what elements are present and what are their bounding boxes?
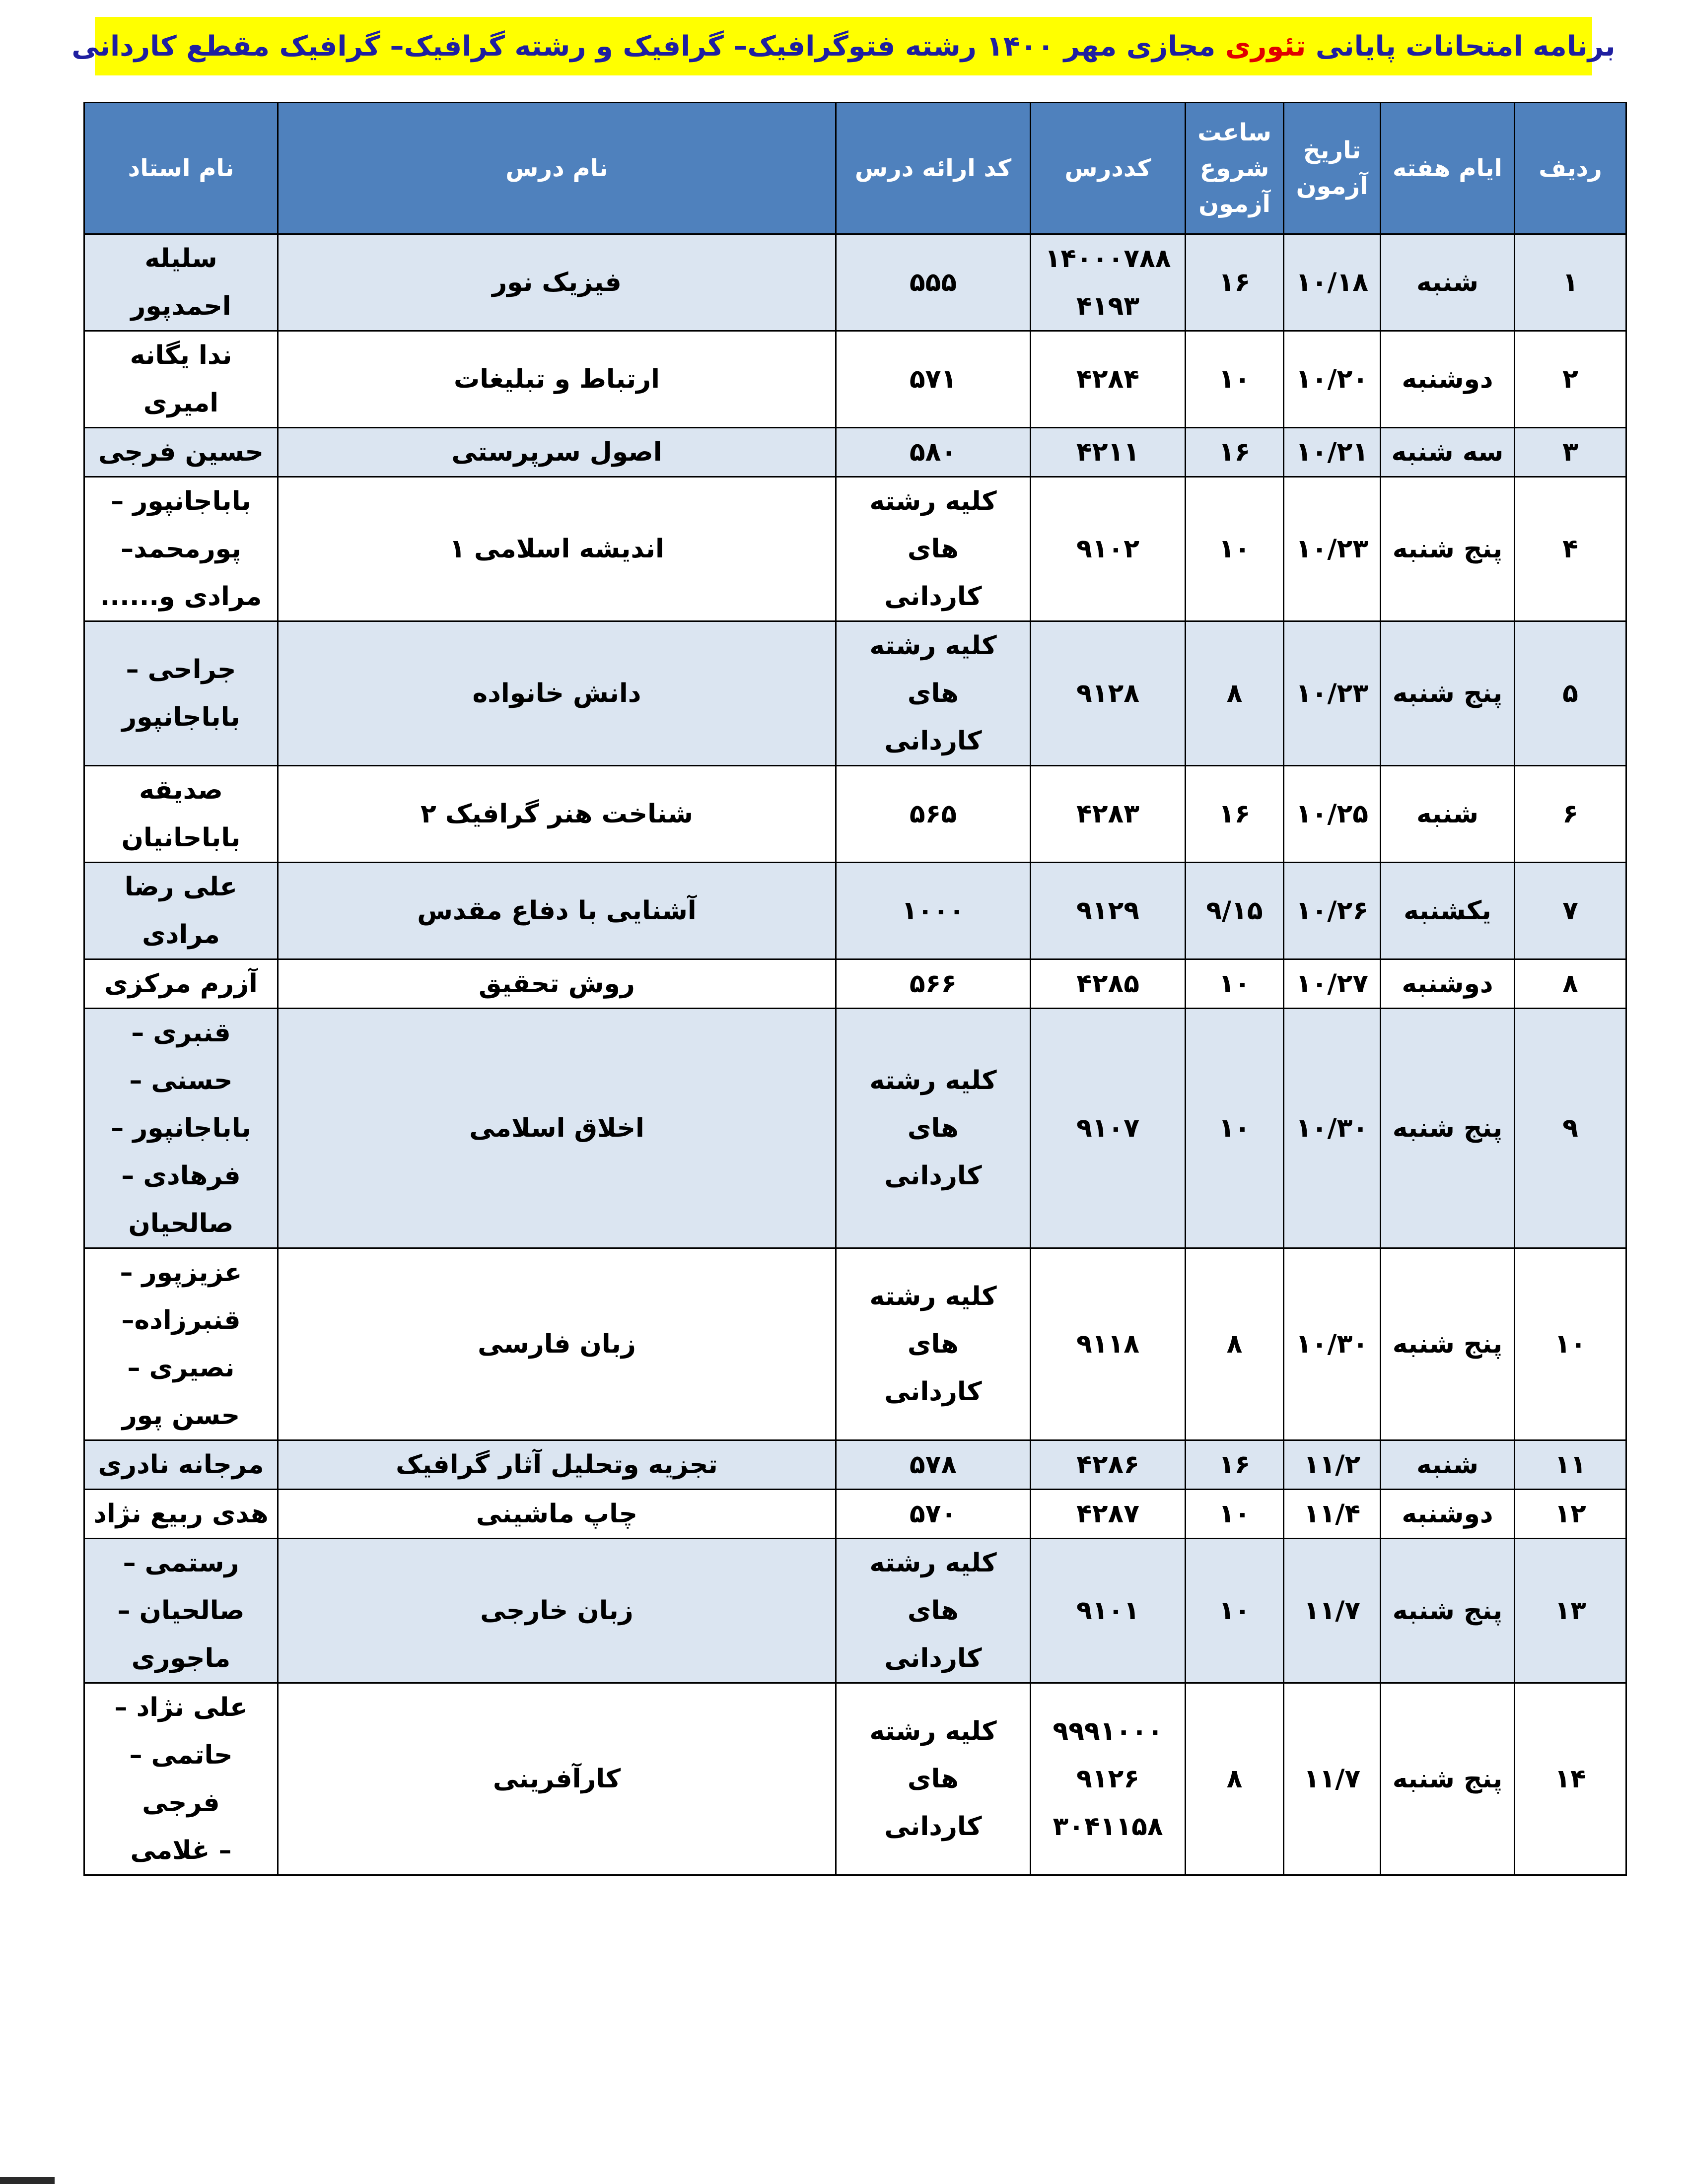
cell-offer-code: ۵۵۵: [836, 234, 1031, 331]
cell-start-time: ۱۰: [1186, 1539, 1284, 1683]
cell-weekday: شنبه: [1381, 766, 1515, 863]
cell-weekday: پنج شنبه: [1381, 1009, 1515, 1248]
cell-instructor: جراحی – باباجانپور: [84, 621, 278, 766]
cell-offer-code: ۵۸۰: [836, 428, 1031, 477]
table-body: [84, 234, 1626, 1875]
header-row-number: ردیف: [1515, 103, 1626, 234]
cell-course-code: ۹۱۰۷: [1031, 1009, 1186, 1248]
cell-offer-code: کلیه رشته های کاردانی: [836, 1248, 1031, 1440]
cell-course-name: زبان خارجی: [278, 1539, 836, 1683]
cell-exam-date: ۱۰/۱۸: [1284, 234, 1381, 331]
cell-start-time: ۱۰: [1186, 1009, 1284, 1248]
cell-row-number: ۳: [1515, 428, 1626, 477]
cell-weekday: یکشنبه: [1381, 863, 1515, 959]
cell-start-time: ۹/۱۵: [1186, 863, 1284, 959]
cell-start-time: ۸: [1186, 621, 1284, 766]
cell-weekday: پنج شنبه: [1381, 1539, 1515, 1683]
cell-instructor: حسین فرجی: [84, 428, 278, 477]
cell-offer-code: ۵۶۵: [836, 766, 1031, 863]
table-row: [84, 1248, 1626, 1440]
table-row: [84, 621, 1626, 766]
cell-course-name: کارآفرینی: [278, 1683, 836, 1875]
cell-offer-code: ۵۷۰: [836, 1490, 1031, 1539]
cell-offer-code: ۵۷۸: [836, 1440, 1031, 1490]
cell-weekday: شنبه: [1381, 234, 1515, 331]
cell-course-name: ارتباط و تبلیغات: [278, 331, 836, 428]
cell-exam-date: ۱۱/۷: [1284, 1539, 1381, 1683]
cell-instructor: سلیله احمدپور: [84, 234, 278, 331]
header-instructor: نام استاد: [84, 103, 278, 234]
cell-course-code: ۴۲۸۵: [1031, 959, 1186, 1009]
cell-start-time: ۱۰: [1186, 331, 1284, 428]
cell-row-number: ۷: [1515, 863, 1626, 959]
cell-row-number: ۱۳: [1515, 1539, 1626, 1683]
table-row: [84, 1490, 1626, 1539]
cell-course-name: زبان فارسی: [278, 1248, 836, 1440]
cell-row-number: ۲: [1515, 331, 1626, 428]
table-row: [84, 477, 1626, 621]
cell-weekday: سه شنبه: [1381, 428, 1515, 477]
title-banner: [71, 17, 1616, 75]
cell-row-number: ۱۰: [1515, 1248, 1626, 1440]
table-row: [84, 766, 1626, 863]
cell-course-name: آشنایی با دفاع مقدس: [278, 863, 836, 959]
table-row: [84, 959, 1626, 1009]
cell-exam-date: ۱۱/۴: [1284, 1490, 1381, 1539]
cell-course-name: اندیشه اسلامی ۱: [278, 477, 836, 621]
cell-offer-code: کلیه رشته های کاردانی: [836, 1683, 1031, 1875]
cell-row-number: ۴: [1515, 477, 1626, 621]
cell-course-code: ۹۱۲۸: [1031, 621, 1186, 766]
table-row: [84, 863, 1626, 959]
cell-offer-code: کلیه رشته های کاردانی: [836, 1539, 1031, 1683]
cell-weekday: پنج شنبه: [1381, 621, 1515, 766]
table-row: [84, 1440, 1626, 1490]
cell-exam-date: ۱۱/۲: [1284, 1440, 1381, 1490]
cell-exam-date: ۱۱/۷: [1284, 1683, 1381, 1875]
header-course-name: نام درس: [278, 103, 836, 234]
cell-course-code: ۹۱۰۱: [1031, 1539, 1186, 1683]
header-offer-code: کد ارائه درس: [836, 103, 1031, 234]
cell-course-code: ۹۱۰۲: [1031, 477, 1186, 621]
cell-start-time: ۱۶: [1186, 234, 1284, 331]
cell-instructor: ندا یگانه امیری: [84, 331, 278, 428]
cell-row-number: ۱۱: [1515, 1440, 1626, 1490]
table-row: [84, 1683, 1626, 1875]
cell-start-time: ۱۶: [1186, 766, 1284, 863]
cell-start-time: ۱۰: [1186, 1490, 1284, 1539]
table-row: [84, 234, 1626, 331]
cell-instructor: قنبری – حسنی – باباجانپور – فرهادی – صالحیان: [84, 1009, 278, 1248]
cell-start-time: ۱۶: [1186, 1440, 1284, 1490]
cell-course-code: ۹۱۱۸: [1031, 1248, 1186, 1440]
title-part1: برنامه امتحانات پایانی: [1315, 30, 1616, 63]
cell-course-name: دانش خانواده: [278, 621, 836, 766]
cell-offer-code: کلیه رشته های کاردانی: [836, 477, 1031, 621]
exam-schedule-table: [83, 102, 1627, 1876]
cell-weekday: پنج شنبه: [1381, 1683, 1515, 1875]
cell-offer-code: کلیه رشته های کاردانی: [836, 621, 1031, 766]
cell-exam-date: ۱۰/۲۳: [1284, 477, 1381, 621]
cell-course-name: شناخت هنر گرافیک ۲: [278, 766, 836, 863]
cell-exam-date: ۱۰/۲۷: [1284, 959, 1381, 1009]
cell-row-number: ۱۴: [1515, 1683, 1626, 1875]
cell-offer-code: ۱۰۰۰: [836, 863, 1031, 959]
cell-row-number: ۵: [1515, 621, 1626, 766]
title-part2: مجازی مهر ۱۴۰۰ رشته فتوگرافیک– گرافیک و رشته گرافیک– گرافیک مقطع کاردانی: [71, 30, 1216, 63]
cell-course-code: ۴۲۸۳: [1031, 766, 1186, 863]
cell-instructor: هدی ربیع نژاد: [84, 1490, 278, 1539]
cell-course-name: فیزیک نور: [278, 234, 836, 331]
header-weekday: ایام هفته: [1381, 103, 1515, 234]
cell-exam-date: ۱۰/۳۰: [1284, 1248, 1381, 1440]
cell-course-name: اخلاق اسلامی: [278, 1009, 836, 1248]
cell-start-time: ۱۰: [1186, 959, 1284, 1009]
cell-weekday: پنج شنبه: [1381, 1248, 1515, 1440]
table-row: [84, 428, 1626, 477]
cell-course-code: ۹۱۲۹: [1031, 863, 1186, 959]
cell-course-code: ۴۲۸۶: [1031, 1440, 1186, 1490]
cell-instructor: مرجانه نادری: [84, 1440, 278, 1490]
cell-course-code: ۹۹۹۱۰۰۰ ۹۱۲۶ ۳۰۴۱۱۵۸: [1031, 1683, 1186, 1875]
cell-weekday: پنج شنبه: [1381, 477, 1515, 621]
cell-start-time: ۸: [1186, 1683, 1284, 1875]
cell-start-time: ۱۶: [1186, 428, 1284, 477]
cell-weekday: دوشنبه: [1381, 1490, 1515, 1539]
cell-course-name: روش تحقیق: [278, 959, 836, 1009]
cell-instructor: علی نژاد – حاتمی – فرجی – غلامی: [84, 1683, 278, 1875]
cell-weekday: شنبه: [1381, 1440, 1515, 1490]
table-row: [84, 1539, 1626, 1683]
cell-instructor: صدیقه باباحانیان: [84, 766, 278, 863]
cell-row-number: ۸: [1515, 959, 1626, 1009]
cell-offer-code: ۵۷۱: [836, 331, 1031, 428]
title-highlight: تئوری: [1225, 30, 1306, 63]
cell-start-time: ۱۰: [1186, 477, 1284, 621]
cell-weekday: دوشنبه: [1381, 331, 1515, 428]
cell-offer-code: کلیه رشته های کاردانی: [836, 1009, 1031, 1248]
cell-weekday: دوشنبه: [1381, 959, 1515, 1009]
table-row: [84, 331, 1626, 428]
cell-row-number: ۱: [1515, 234, 1626, 331]
cell-course-name: چاپ ماشینی: [278, 1490, 836, 1539]
cell-exam-date: ۱۰/۲۶: [1284, 863, 1381, 959]
cell-course-code: ۴۲۸۷: [1031, 1490, 1186, 1539]
cell-instructor: باباجانپور – پورمحمد– مرادی و......: [84, 477, 278, 621]
cell-course-name: تجزیه وتحلیل آثار گرافیک: [278, 1440, 836, 1490]
cell-row-number: ۶: [1515, 766, 1626, 863]
cell-row-number: ۹: [1515, 1009, 1626, 1248]
cell-exam-date: ۱۰/۳۰: [1284, 1009, 1381, 1248]
cell-course-name: اصول سرپرستی: [278, 428, 836, 477]
cell-course-code: ۴۲۱۱: [1031, 428, 1186, 477]
table-row: [84, 1009, 1626, 1248]
header-exam-date: تاریخ آزمون: [1284, 103, 1381, 234]
cell-instructor: رستمی – صالحیان – ماجوری: [84, 1539, 278, 1683]
cell-instructor: آزرم مرکزی: [84, 959, 278, 1009]
cell-row-number: ۱۲: [1515, 1490, 1626, 1539]
cell-course-code: ۴۲۸۴: [1031, 331, 1186, 428]
cell-instructor: علی رضا مرادی: [84, 863, 278, 959]
cell-start-time: ۸: [1186, 1248, 1284, 1440]
cell-instructor: عزیزپور – قنبرزاده– نصیری – حسن پور: [84, 1248, 278, 1440]
header-course-code: کددرس: [1031, 103, 1186, 234]
cell-exam-date: ۱۰/۲۳: [1284, 621, 1381, 766]
footer-watermark-strip: [0, 2177, 55, 2184]
cell-course-code: ۱۴۰۰۰۷۸۸ ۴۱۹۳: [1031, 234, 1186, 331]
header-start-time: ساعت شروع آزمون: [1186, 103, 1284, 234]
cell-exam-date: ۱۰/۲۰: [1284, 331, 1381, 428]
cell-exam-date: ۱۰/۲۵: [1284, 766, 1381, 863]
cell-offer-code: ۵۶۶: [836, 959, 1031, 1009]
cell-exam-date: ۱۰/۲۱: [1284, 428, 1381, 477]
table-header-row: [84, 103, 1626, 234]
